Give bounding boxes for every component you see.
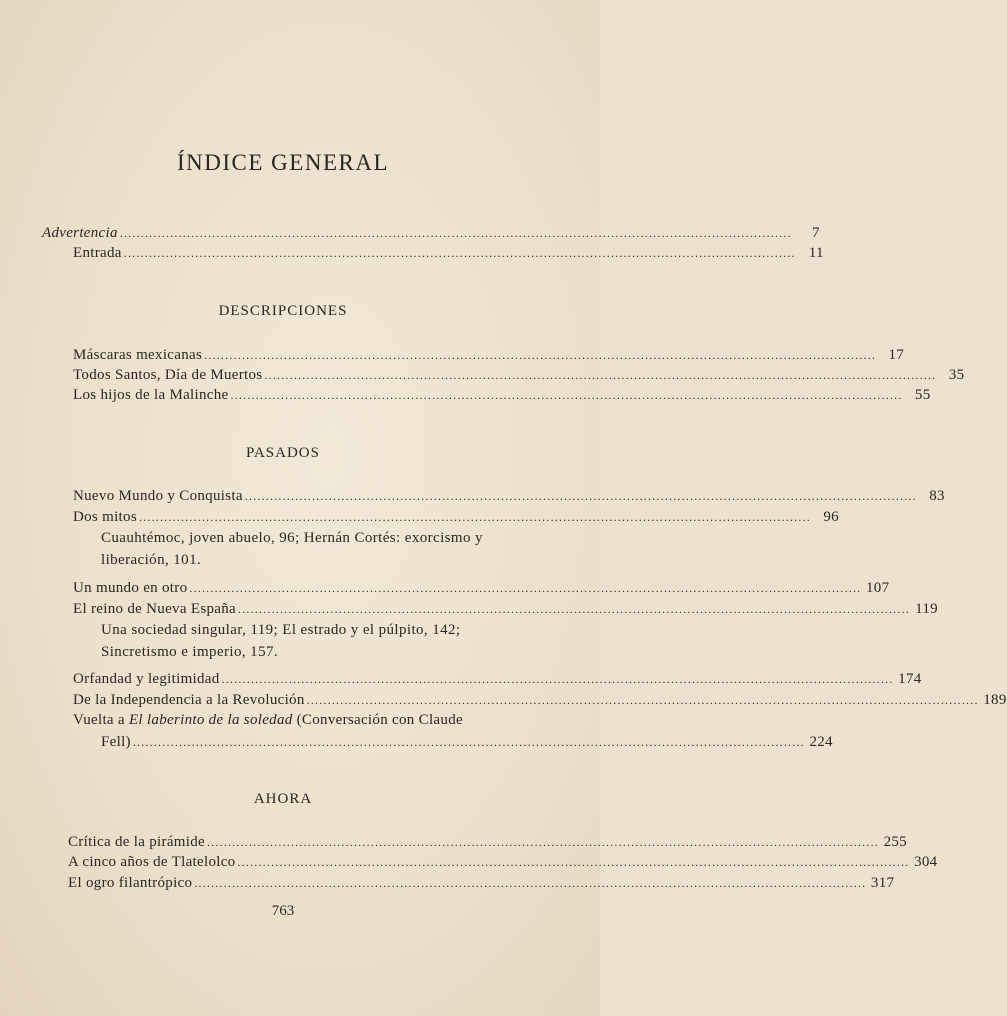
toc-page-number: 96 [823, 509, 839, 525]
leader-dots: ................................................................................................................................................................ [237, 855, 910, 869]
leader-dots: ................................................................................................................................................................ [194, 876, 867, 890]
toc-entry-label: Crítica de la pirámide [68, 834, 205, 850]
toc-page-number: 304 [914, 854, 938, 870]
toc-entry-advertencia [42, 223, 820, 243]
toc-entry-label: Orfandad y legitimidad [73, 671, 220, 687]
toc-entry-label: Advertencia [42, 225, 118, 241]
toc-entry [73, 486, 945, 506]
leader-dots: ................................................................................................................................................................ [221, 672, 894, 686]
toc-entry-label: Vuelta a El laberinto de la soledad (Conversación con Claude [73, 712, 463, 728]
leader-dots: ................................................................................................................................................................ [138, 510, 811, 524]
toc-entry [73, 507, 839, 527]
toc-entry [73, 578, 890, 598]
toc-page-number: 35 [948, 367, 965, 383]
toc-page-number: 174 [898, 671, 922, 687]
leader-dots: ................................................................................................................................................................ [230, 388, 903, 402]
toc-page-number: 317 [870, 875, 895, 891]
toc-entry-label: El reino de Nueva España [73, 601, 236, 617]
section-title-ahora: AHORA [253, 791, 313, 807]
toc-page-number: 224 [809, 734, 833, 750]
toc-page-number: 17 [888, 347, 905, 363]
toc-page-number: 11 [808, 245, 824, 261]
toc-entry [68, 873, 895, 893]
leader-dots: ................................................................................................................................................................ [204, 348, 877, 362]
toc-entry [73, 690, 1007, 710]
toc-entry-label: Nuevo Mundo y Conquista [73, 488, 243, 504]
toc-entry-label: Los hijos de la Malinche [73, 387, 229, 403]
toc-entry-label: De la Independencia a la Revolución [73, 692, 305, 708]
leader-dots: ................................................................................................................................................................ [119, 226, 792, 240]
toc-entry-label: Dos mitos [73, 509, 137, 525]
toc-entry [68, 852, 938, 872]
toc-entry-label: Todos Santos, Día de Muertos [73, 367, 263, 383]
toc-subentries: Cuauhtémoc, joven abuelo, 96; Hernán Cortés: exorcismo y liberación, 101. [101, 530, 483, 568]
toc-page-number: 107 [865, 580, 890, 596]
leader-dots: ................................................................................................................................................................ [206, 835, 879, 849]
toc-entry-label-continued: Fell) [101, 734, 131, 750]
toc-page-number: 7 [811, 225, 820, 241]
toc-entry [73, 599, 938, 619]
toc-entry-label: Entrada [73, 245, 122, 261]
leader-dots: ................................................................................................................................................................ [237, 602, 910, 616]
toc-entry [73, 365, 965, 385]
leader-dots: ................................................................................................................................................................ [264, 368, 937, 382]
page-folio: 763 [271, 903, 295, 919]
toc-entry-label: A cinco años de Tlatelolco [68, 854, 236, 870]
toc-entry [73, 669, 922, 689]
toc-page-number: 189 [983, 692, 1007, 708]
toc-entry [73, 385, 931, 405]
leader-dots: ................................................................................................................................................................ [123, 246, 796, 260]
toc-page-number: 255 [883, 834, 907, 850]
toc-page-number: 119 [915, 601, 938, 617]
toc-entry-label: Máscaras mexicanas [73, 347, 203, 363]
toc-entry [68, 832, 907, 852]
section-title-descripciones: DESCRIPCIONES [218, 303, 348, 319]
toc-page-number: 83 [929, 488, 945, 504]
leader-dots: ................................................................................................................................................................ [244, 489, 917, 503]
toc-entry [101, 732, 833, 752]
page-title: ÍNDICE GENERAL [177, 150, 389, 175]
section-title-pasados: PASADOS [246, 445, 320, 461]
leader-dots: ................................................................................................................................................................ [189, 581, 862, 595]
toc-entry-label: El ogro filantrópico [68, 875, 193, 891]
book-title: El laberinto de la soledad [128, 712, 293, 728]
toc-entry-entrada [73, 243, 824, 263]
leader-dots: ................................................................................................................................................................ [132, 735, 805, 749]
toc-entry-label: Un mundo en otro [73, 580, 188, 596]
toc-entry [73, 345, 905, 365]
toc-subentries: Una sociedad singular, 119; El estrado y el púlpito, 142; Sincretismo e imperio, 157. [101, 622, 461, 660]
leader-dots: ................................................................................................................................................................ [306, 693, 979, 707]
toc-page-number: 55 [914, 387, 931, 403]
